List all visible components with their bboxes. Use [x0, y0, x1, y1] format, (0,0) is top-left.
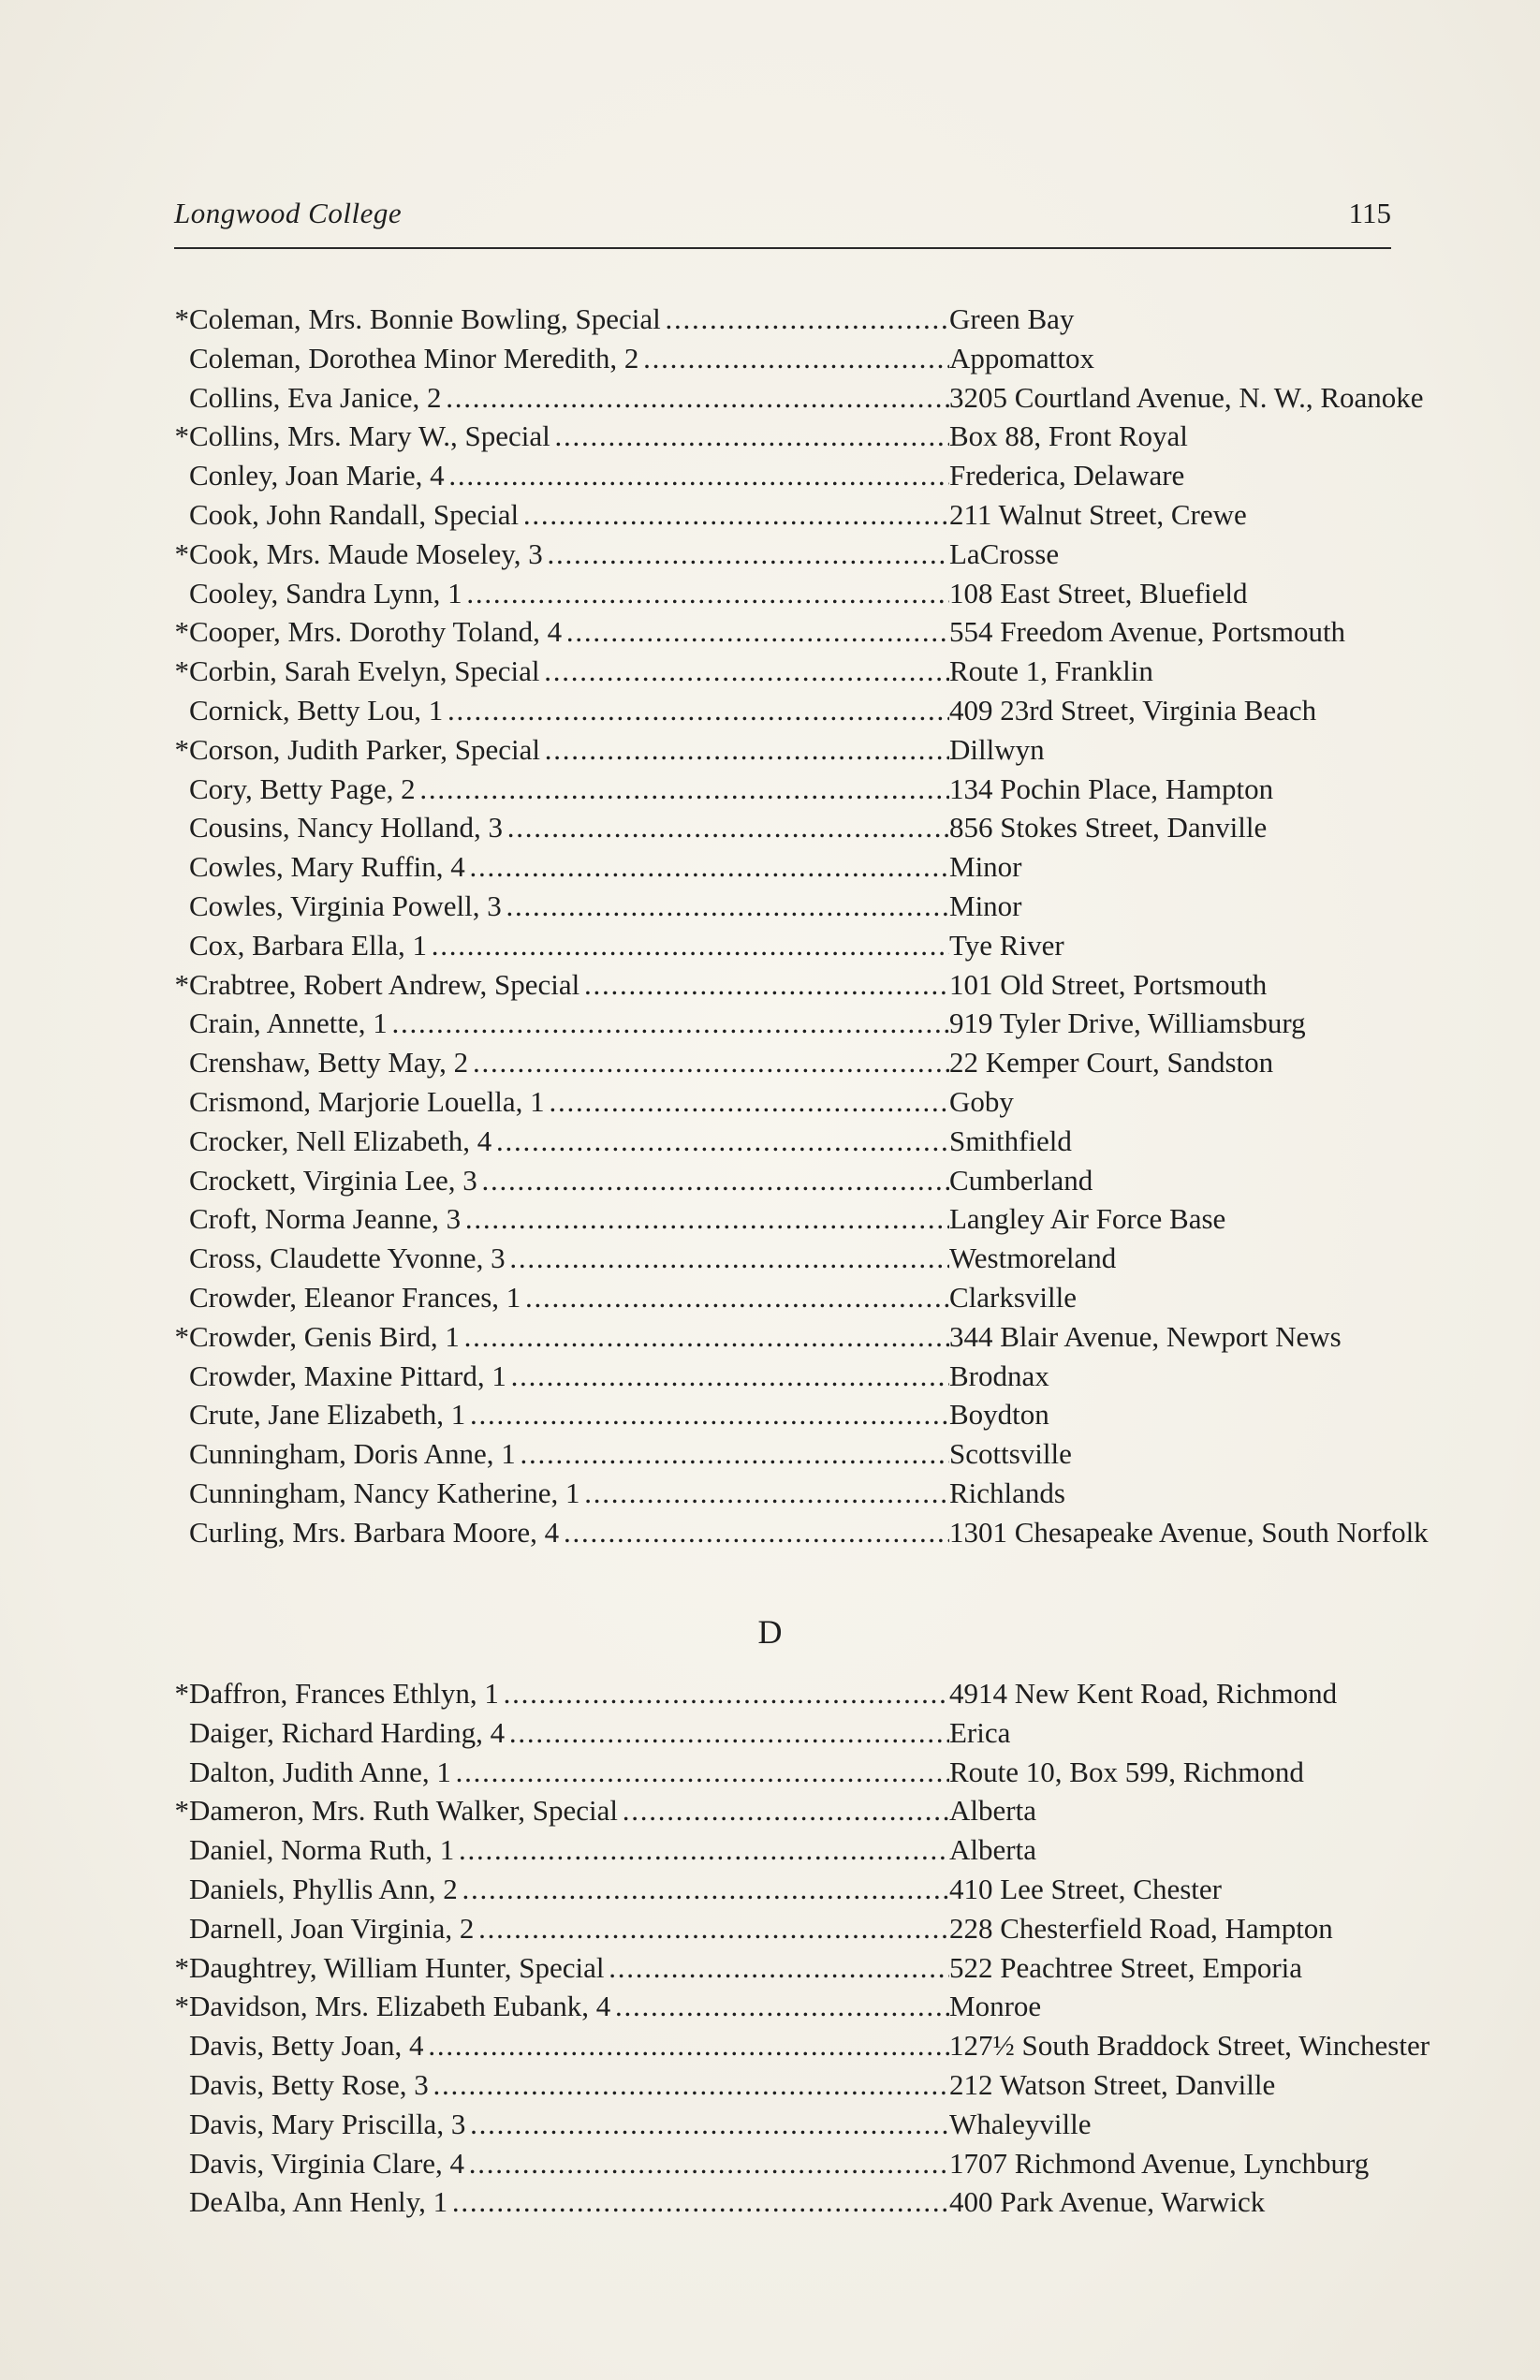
entry-name-leader: [189, 1674, 949, 1713]
entry-name-leader: [189, 1317, 949, 1357]
directory-entry: [174, 1043, 1419, 1082]
student-name: Collins, Mrs. Mary W., Special: [189, 419, 550, 453]
student-address: Frederica, Delaware: [949, 459, 1185, 492]
entry-name-leader: [189, 1278, 949, 1317]
student-name: Conley, Joan Marie, 4: [189, 459, 445, 492]
special-student-mark: *: [174, 1677, 189, 1710]
student-address: Green Bay: [949, 302, 1075, 335]
student-name: Cook, John Randall, Special: [189, 497, 520, 531]
entry-name-leader: [189, 847, 949, 887]
directory-entry: [174, 456, 1419, 495]
directory-entry: [174, 612, 1419, 652]
student-name: Daiger, Richard Harding, 4: [189, 1715, 506, 1749]
directory-entry: [174, 535, 1419, 574]
directory-entry: [174, 1674, 1419, 1713]
special-student-mark: *: [174, 732, 189, 766]
student-address: 4914 New Kent Road, Richmond: [949, 1677, 1338, 1710]
entry-name-leader: [189, 1161, 949, 1200]
entry-name-leader: [189, 417, 949, 456]
section-d-heading: [0, 1612, 1540, 1652]
directory-entry: [174, 1199, 1419, 1239]
student-address: 127½ South Braddock Street, Winchester: [949, 2029, 1430, 2063]
student-name: Cory, Betty Page, 2: [189, 771, 416, 805]
student-name: Cunningham, Nancy Katherine, 1: [189, 1476, 580, 1509]
student-address: Box 88, Front Royal: [949, 419, 1188, 453]
special-student-mark: *: [174, 1950, 189, 1984]
student-name: Davis, Mary Priscilla, 3: [189, 2107, 466, 2140]
student-name: Croft, Norma Jeanne, 3: [189, 1202, 462, 1236]
directory-entry: [174, 1474, 1419, 1513]
entry-name-leader: [189, 1434, 949, 1474]
student-name: Crockett, Virginia Lee, 3: [189, 1163, 477, 1197]
entry-name-leader: [189, 378, 949, 418]
special-student-mark: *: [174, 536, 189, 570]
student-name: Darnell, Joan Virginia, 2: [189, 1911, 475, 1945]
directory-entry: [174, 339, 1419, 378]
page-header: [174, 197, 1391, 243]
student-name: Crute, Jane Elizabeth, 1: [189, 1398, 466, 1432]
special-student-mark: *: [174, 1319, 189, 1353]
student-name: Cook, Mrs. Maude Moseley, 3: [189, 536, 543, 570]
student-name: Curling, Mrs. Barbara Moore, 4: [189, 1515, 560, 1549]
student-name: Crismond, Marjorie Louella, 1: [189, 1084, 545, 1118]
student-name: Crenshaw, Betty May, 2: [189, 1046, 469, 1080]
directory-entry: [174, 1909, 1419, 1948]
student-name: Cooley, Sandra Lynn, 1: [189, 576, 462, 610]
directory-entry: [174, 300, 1419, 339]
student-address: Monroe: [949, 1990, 1042, 2023]
directory-entry: [174, 1713, 1419, 1753]
student-address: 919 Tyler Drive, Williamsburg: [949, 1006, 1306, 1040]
entry-name-leader: [189, 1357, 949, 1396]
running-title: Longwood College: [174, 197, 403, 229]
special-student-mark: *: [174, 615, 189, 649]
student-address: 400 Park Avenue, Warwick: [949, 2185, 1266, 2219]
header-rule: [174, 247, 1391, 249]
student-address: Minor: [949, 850, 1022, 884]
student-address: 211 Walnut Street, Crewe: [949, 497, 1247, 531]
entry-name-leader: [189, 770, 949, 809]
entry-name-leader: [189, 2026, 949, 2065]
student-name: DeAlba, Ann Henly, 1: [189, 2185, 448, 2219]
section-letter: D: [757, 1613, 783, 1651]
directory-entry: [174, 847, 1419, 887]
student-address: Tye River: [949, 928, 1064, 962]
directory-entry: [174, 1239, 1419, 1278]
directory-entry: [174, 1082, 1419, 1122]
directory-entry: [174, 1317, 1419, 1357]
student-name: Cowles, Virginia Powell, 3: [189, 889, 502, 922]
directory-entry: [174, 1791, 1419, 1830]
entry-name-leader: [189, 2144, 949, 2183]
entry-name-leader: [189, 535, 949, 574]
directory-entry: [174, 652, 1419, 691]
student-name: Dameron, Mrs. Ruth Walker, Special: [189, 1794, 619, 1828]
entry-name-leader: [189, 887, 949, 926]
entry-name-leader: [189, 300, 949, 339]
directory-entry: [174, 1395, 1419, 1434]
student-name: Davis, Betty Joan, 4: [189, 2029, 424, 2063]
directory-entry: [174, 1357, 1419, 1396]
student-name: Crain, Annette, 1: [189, 1006, 388, 1040]
student-address: 108 East Street, Bluefield: [949, 576, 1248, 610]
entry-name-leader: [189, 2065, 949, 2105]
student-address: 3205 Courtland Avenue, N. W., Roanoke: [949, 380, 1424, 414]
student-address: Smithfield: [949, 1124, 1072, 1157]
student-name: Davidson, Mrs. Elizabeth Eubank, 4: [189, 1990, 611, 2023]
student-name: Cunningham, Doris Anne, 1: [189, 1437, 516, 1471]
directory-entry: [174, 770, 1419, 809]
directory-entry: [174, 2065, 1419, 2105]
student-name: Dalton, Judith Anne, 1: [189, 1755, 451, 1788]
entry-name-leader: [189, 1043, 949, 1082]
directory-entry: [174, 1948, 1419, 1988]
student-address: LaCrosse: [949, 536, 1060, 570]
entry-name-leader: [189, 652, 949, 691]
entry-name-leader: [189, 574, 949, 613]
student-address: 228 Chesterfield Road, Hampton: [949, 1911, 1333, 1945]
student-name: Crowder, Eleanor Frances, 1: [189, 1280, 521, 1314]
directory-entry: [174, 2105, 1419, 2144]
student-name: Coleman, Mrs. Bonnie Bowling, Special: [189, 302, 661, 335]
student-address: 344 Blair Avenue, Newport News: [949, 1319, 1342, 1353]
student-address: Westmoreland: [949, 1241, 1117, 1275]
directory-entry: [174, 574, 1419, 613]
entry-name-leader: [189, 1513, 949, 1552]
student-address: Minor: [949, 889, 1022, 922]
student-address: Erica: [949, 1715, 1011, 1749]
special-student-mark: *: [174, 419, 189, 453]
student-address: Cumberland: [949, 1163, 1093, 1197]
student-name: Crocker, Nell Elizabeth, 4: [189, 1124, 492, 1157]
directory-entry: [174, 808, 1419, 847]
student-address: Scottsville: [949, 1437, 1072, 1471]
directory-entry: [174, 2144, 1419, 2183]
entry-name-leader: [189, 612, 949, 652]
student-address: 856 Stokes Street, Danville: [949, 811, 1268, 845]
entry-name-leader: [189, 2105, 949, 2144]
directory-entry: [174, 1278, 1419, 1317]
student-address: 410 Lee Street, Chester: [949, 1872, 1222, 1905]
student-address: 212 Watson Street, Danville: [949, 2067, 1276, 2101]
entry-name-leader: [189, 456, 949, 495]
student-name: Daniel, Norma Ruth, 1: [189, 1833, 455, 1867]
student-address: Brodnax: [949, 1359, 1049, 1392]
directory-entry: [174, 1122, 1419, 1161]
entry-name-leader: [189, 1239, 949, 1278]
special-student-mark: *: [174, 1990, 189, 2023]
student-name: Cooper, Mrs. Dorothy Toland, 4: [189, 615, 563, 649]
entry-name-leader: [189, 1395, 949, 1434]
entry-name-leader: [189, 730, 949, 770]
student-name: Crabtree, Robert Andrew, Special: [189, 967, 580, 1001]
entry-name-leader: [189, 965, 949, 1005]
student-address: Dillwyn: [949, 732, 1045, 766]
student-address: 22 Kemper Court, Sandston: [949, 1046, 1274, 1080]
student-name: Daffron, Frances Ethlyn, 1: [189, 1677, 499, 1710]
directory-entry: [174, 1434, 1419, 1474]
entry-name-leader: [189, 1082, 949, 1122]
student-name: Davis, Betty Rose, 3: [189, 2067, 429, 2101]
student-name: Cox, Barbara Ella, 1: [189, 928, 427, 962]
student-address: Goby: [949, 1084, 1014, 1118]
directory-entry: [174, 1004, 1419, 1043]
special-student-mark: *: [174, 1794, 189, 1828]
student-address: Langley Air Force Base: [949, 1202, 1226, 1236]
special-student-mark: *: [174, 302, 189, 335]
student-name: Corbin, Sarah Evelyn, Special: [189, 654, 540, 688]
directory-entry: [174, 495, 1419, 535]
student-address: 134 Pochin Place, Hampton: [949, 771, 1274, 805]
student-address: 1301 Chesapeake Avenue, South Norfolk: [949, 1515, 1429, 1549]
student-address: Whaleyville: [949, 2107, 1092, 2140]
entry-name-leader: [189, 926, 949, 965]
student-address: Route 1, Franklin: [949, 654, 1153, 688]
entry-name-leader: [189, 1909, 949, 1948]
student-address: Appomattox: [949, 341, 1094, 375]
student-name: Daughtrey, William Hunter, Special: [189, 1950, 605, 1984]
student-address: Boydton: [949, 1398, 1049, 1432]
directory-entry: [174, 965, 1419, 1005]
directory-entry: [174, 1513, 1429, 1552]
student-name: Crowder, Maxine Pittard, 1: [189, 1359, 506, 1392]
entry-name-leader: [189, 1948, 949, 1988]
special-student-mark: *: [174, 967, 189, 1001]
entry-name-leader: [189, 339, 949, 378]
entry-name-leader: [189, 1753, 949, 1792]
directory-entry: [174, 1753, 1419, 1792]
student-address: 522 Peachtree Street, Emporia: [949, 1950, 1303, 1984]
section-d-list: [174, 1674, 1430, 2222]
entry-name-leader: [189, 808, 949, 847]
directory-entry: [174, 417, 1419, 456]
student-address: 409 23rd Street, Virginia Beach: [949, 693, 1317, 727]
entry-name-leader: [189, 1987, 949, 2026]
directory-entry: [174, 691, 1419, 730]
student-name: Cross, Claudette Yvonne, 3: [189, 1241, 506, 1275]
student-name: Davis, Virginia Clare, 4: [189, 2146, 465, 2180]
section-c-list: [174, 300, 1429, 1552]
entry-name-leader: [189, 1713, 949, 1753]
entry-name-leader: [189, 691, 949, 730]
entry-name-leader: [189, 1830, 949, 1870]
student-name: Coleman, Dorothea Minor Meredith, 2: [189, 341, 639, 375]
directory-entry: [174, 2182, 1419, 2222]
entry-name-leader: [189, 1199, 949, 1239]
student-address: Route 10, Box 599, Richmond: [949, 1755, 1304, 1788]
directory-entry: [174, 887, 1419, 926]
student-address: 1707 Richmond Avenue, Lynchburg: [949, 2146, 1370, 2180]
directory-entry: [174, 378, 1424, 418]
student-name: Cowles, Mary Ruffin, 4: [189, 850, 465, 884]
student-name: Collins, Eva Janice, 2: [189, 380, 442, 414]
student-name: Corson, Judith Parker, Special: [189, 732, 541, 766]
page-number: 115: [1348, 197, 1391, 229]
student-address: Clarksville: [949, 1280, 1078, 1314]
student-name: Daniels, Phyllis Ann, 2: [189, 1872, 458, 1905]
student-address: 554 Freedom Avenue, Portsmouth: [949, 615, 1346, 649]
student-address: 101 Old Street, Portsmouth: [949, 967, 1268, 1001]
student-name: Cornick, Betty Lou, 1: [189, 693, 444, 727]
student-name: Crowder, Genis Bird, 1: [189, 1319, 460, 1353]
entry-name-leader: [189, 495, 949, 535]
entry-name-leader: [189, 2182, 949, 2222]
special-student-mark: *: [174, 654, 189, 688]
entry-name-leader: [189, 1870, 949, 1909]
directory-entry: [174, 2026, 1430, 2065]
directory-entry: [174, 730, 1419, 770]
entry-name-leader: [189, 1474, 949, 1513]
directory-entry: [174, 1830, 1419, 1870]
directory-entry: [174, 1161, 1419, 1200]
directory-entry: [174, 1870, 1419, 1909]
student-address: Alberta: [949, 1794, 1036, 1828]
student-address: Richlands: [949, 1476, 1065, 1509]
entry-name-leader: [189, 1004, 949, 1043]
entry-name-leader: [189, 1122, 949, 1161]
directory-entry: [174, 926, 1419, 965]
student-name: Cousins, Nancy Holland, 3: [189, 811, 503, 845]
entry-name-leader: [189, 1791, 949, 1830]
student-address: Alberta: [949, 1833, 1036, 1867]
directory-entry: [174, 1987, 1419, 2026]
